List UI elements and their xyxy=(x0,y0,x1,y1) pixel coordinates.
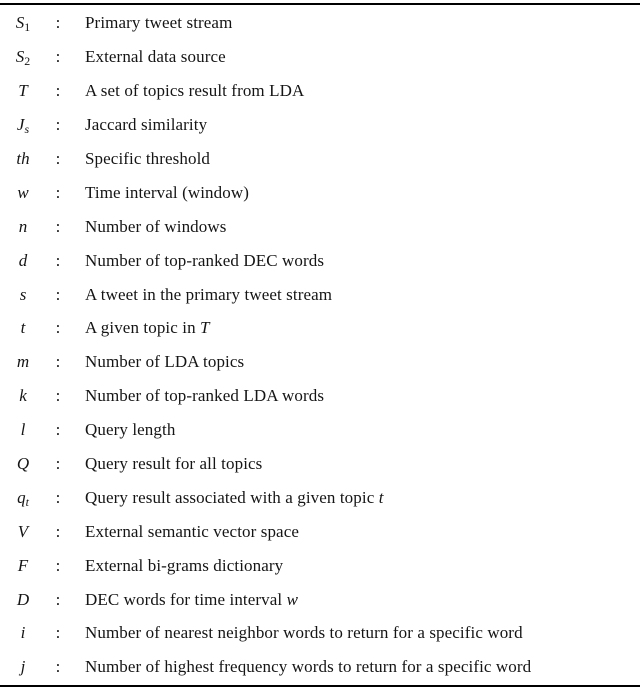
text-segment: s xyxy=(24,122,30,137)
symbol-cell xyxy=(0,591,46,608)
text-segment: w xyxy=(286,589,299,609)
text-segment: t xyxy=(20,318,26,338)
text-segment: n xyxy=(18,216,28,236)
text-segment: 2 xyxy=(24,54,31,69)
colon-separator: : xyxy=(55,487,61,507)
colon-separator: : xyxy=(55,115,61,135)
symbol-cell xyxy=(0,624,46,641)
text-segment: m xyxy=(16,352,30,372)
table-row xyxy=(0,548,640,582)
colon-separator: : xyxy=(55,216,61,236)
table-row xyxy=(0,40,640,74)
symbol-cell xyxy=(0,82,46,99)
text-segment: k xyxy=(19,386,27,406)
symbol-cell xyxy=(0,13,46,35)
text-segment: External bi-grams dictionary xyxy=(85,555,284,575)
description-cell xyxy=(70,252,324,269)
text-segment: D xyxy=(16,589,30,609)
table-row xyxy=(0,379,640,413)
colon-separator: : xyxy=(55,386,61,406)
symbol-cell xyxy=(0,523,46,540)
symbol-cell xyxy=(0,47,46,69)
text-segment: Primary tweet stream xyxy=(85,13,233,33)
text-segment: i xyxy=(20,623,26,643)
description-cell xyxy=(70,150,210,167)
table-row xyxy=(0,6,640,40)
table-row xyxy=(0,447,640,481)
symbol-cell xyxy=(0,421,46,438)
symbol-cell xyxy=(0,115,46,137)
table-row xyxy=(0,175,640,209)
text-segment: l xyxy=(20,420,26,440)
colon-separator: : xyxy=(55,521,61,541)
symbol-cell xyxy=(0,353,46,370)
colon-separator: : xyxy=(55,623,61,643)
description-cell xyxy=(70,523,299,540)
symbol-cell xyxy=(0,150,46,167)
text-segment: 1 xyxy=(24,20,31,35)
colon-separator: : xyxy=(55,318,61,338)
text-segment: j xyxy=(20,657,26,677)
symbol-cell xyxy=(0,252,46,269)
text-segment: t xyxy=(25,494,29,509)
text-segment: A tweet in the primary tweet stream xyxy=(85,284,333,304)
symbol-cell xyxy=(0,218,46,235)
text-segment: External data source xyxy=(85,47,226,67)
symbol-cell xyxy=(0,455,46,472)
table-row xyxy=(0,582,640,616)
text-segment: T xyxy=(200,318,210,338)
text-segment: F xyxy=(17,555,29,575)
text-segment: J xyxy=(16,115,25,135)
colon-separator: : xyxy=(55,352,61,372)
description-cell xyxy=(70,489,384,506)
text-segment: V xyxy=(17,521,29,541)
colon-separator: : xyxy=(55,81,61,101)
description-cell xyxy=(70,624,523,641)
table-row xyxy=(0,480,640,514)
table-row xyxy=(0,311,640,345)
description-cell xyxy=(70,116,207,133)
symbol-cell xyxy=(0,184,46,201)
text-segment: External semantic vector space xyxy=(85,521,299,541)
text-segment: S xyxy=(15,47,25,67)
text-segment: A set of topics result from LDA xyxy=(85,81,305,101)
text-segment: Query result associated with a given topic xyxy=(85,487,379,507)
description-cell xyxy=(70,48,226,65)
text-segment: Number of windows xyxy=(85,216,227,236)
table-row xyxy=(0,142,640,176)
colon-separator: : xyxy=(55,13,61,33)
description-cell xyxy=(70,387,324,404)
description-cell xyxy=(70,14,232,31)
colon-separator: : xyxy=(55,149,61,168)
text-segment: Number of top-ranked DEC words xyxy=(85,250,325,270)
description-cell xyxy=(70,218,226,235)
description-cell xyxy=(70,658,531,675)
text-segment: Number of nearest neighbor words to return for a specific word xyxy=(85,623,523,643)
symbol-cell xyxy=(0,487,46,509)
description-cell xyxy=(70,184,249,201)
table-row xyxy=(0,209,640,243)
symbol-cell xyxy=(0,286,46,303)
colon-separator: : xyxy=(55,250,61,270)
text-segment: DEC words for time interval xyxy=(85,589,287,609)
text-segment: Specific threshold xyxy=(85,149,211,168)
symbol-cell xyxy=(0,658,46,675)
text-segment: Number of highest frequency words to return for a specific word xyxy=(85,657,532,677)
colon-separator: : xyxy=(55,454,61,474)
description-cell xyxy=(70,557,283,574)
text-segment: S xyxy=(15,13,25,33)
table-row xyxy=(0,616,640,650)
table-row xyxy=(0,345,640,379)
colon-separator: : xyxy=(55,284,61,304)
colon-separator: : xyxy=(55,555,61,575)
symbol-cell xyxy=(0,319,46,336)
table-rows xyxy=(0,5,640,685)
text-segment: Time interval (window) xyxy=(85,182,249,202)
text-segment: w xyxy=(17,182,29,202)
table-row xyxy=(0,74,640,108)
text-segment: Query result for all topics xyxy=(85,454,263,474)
text-segment: Query length xyxy=(85,420,176,440)
table-row xyxy=(0,243,640,277)
colon-separator: : xyxy=(55,182,61,202)
table-row xyxy=(0,413,640,447)
description-cell xyxy=(70,421,175,438)
description-cell xyxy=(70,455,262,472)
text-segment: th xyxy=(16,149,30,168)
colon-separator: : xyxy=(55,657,61,677)
text-segment: Q xyxy=(16,454,30,474)
symbol-cell xyxy=(0,387,46,404)
text-segment: T xyxy=(18,81,28,101)
text-segment: t xyxy=(378,487,384,507)
description-cell xyxy=(70,591,298,608)
description-cell xyxy=(70,286,332,303)
description-cell xyxy=(70,353,244,370)
notation-table xyxy=(0,3,640,687)
table-row xyxy=(0,108,640,142)
colon-separator: : xyxy=(55,420,61,440)
description-cell xyxy=(70,319,210,336)
colon-separator: : xyxy=(55,589,61,609)
table-row xyxy=(0,277,640,311)
bottom-rule xyxy=(0,685,640,687)
text-segment: Number of top-ranked LDA words xyxy=(85,386,325,406)
text-segment: d xyxy=(18,250,28,270)
table-row xyxy=(0,514,640,548)
text-segment: Number of LDA topics xyxy=(85,352,245,372)
colon-separator: : xyxy=(55,47,61,67)
text-segment: q xyxy=(17,487,26,507)
text-segment: A given topic in xyxy=(85,318,201,338)
text-segment: Jaccard similarity xyxy=(85,115,208,135)
table-row xyxy=(0,650,640,684)
symbol-cell xyxy=(0,557,46,574)
description-cell xyxy=(70,82,304,99)
text-segment: s xyxy=(19,284,27,304)
